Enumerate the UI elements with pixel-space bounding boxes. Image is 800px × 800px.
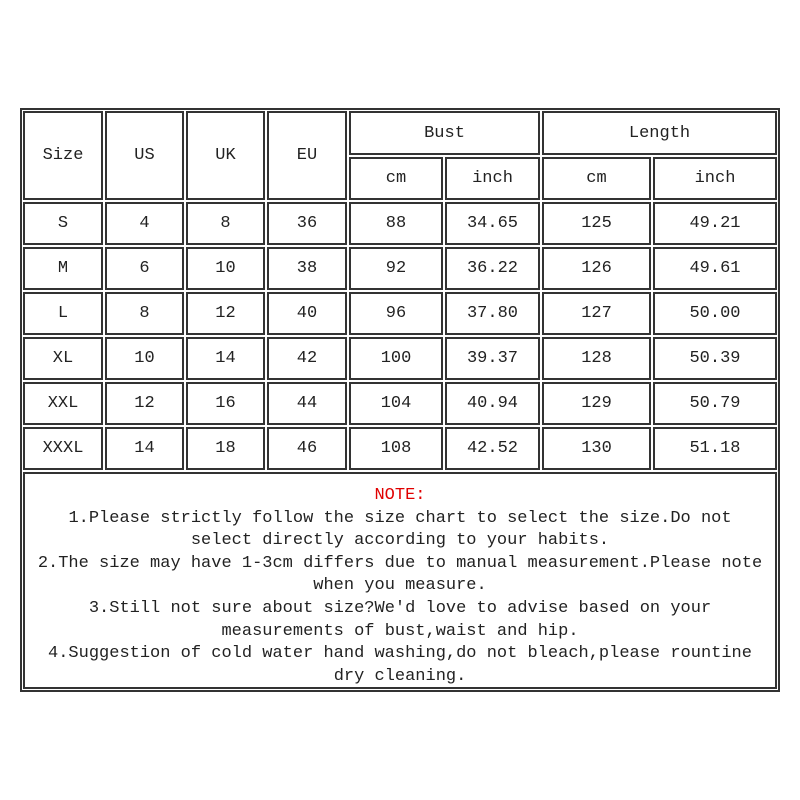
- cell-bust-inch: 37.80: [445, 292, 540, 335]
- cell-size: XL: [23, 337, 103, 380]
- cell-bust-cm: 104: [349, 382, 443, 425]
- cell-size: S: [23, 202, 103, 245]
- cell-bust-cm: 108: [349, 427, 443, 470]
- header-bust-cm: cm: [349, 157, 443, 200]
- cell-length-cm: 128: [542, 337, 651, 380]
- cell-bust-cm: 100: [349, 337, 443, 380]
- cell-length-cm: 127: [542, 292, 651, 335]
- cell-bust-cm: 92: [349, 247, 443, 290]
- cell-length-cm: 125: [542, 202, 651, 245]
- cell-length-inch: 50.79: [653, 382, 777, 425]
- cell-bust-inch: 42.52: [445, 427, 540, 470]
- header-bust-inch: inch: [445, 157, 540, 200]
- cell-us: 14: [105, 427, 184, 470]
- header-us: US: [105, 111, 184, 200]
- header-length-inch: inch: [653, 157, 777, 200]
- cell-us: 12: [105, 382, 184, 425]
- note-box: [23, 472, 777, 689]
- header-length-cm: cm: [542, 157, 651, 200]
- cell-size: M: [23, 247, 103, 290]
- note-title: NOTE:: [374, 486, 426, 505]
- cell-bust-cm: 96: [349, 292, 443, 335]
- cell-length-inch: 50.39: [653, 337, 777, 380]
- cell-eu: 44: [267, 382, 347, 425]
- cell-bust-inch: 34.65: [445, 202, 540, 245]
- cell-uk: 16: [186, 382, 265, 425]
- cell-uk: 8: [186, 202, 265, 245]
- cell-bust-inch: 39.37: [445, 337, 540, 380]
- cell-size: XXL: [23, 382, 103, 425]
- cell-length-inch: 49.21: [653, 202, 777, 245]
- cell-length-inch: 49.61: [653, 247, 777, 290]
- cell-eu: 40: [267, 292, 347, 335]
- cell-us: 8: [105, 292, 184, 335]
- cell-uk: 14: [186, 337, 265, 380]
- header-uk: UK: [186, 111, 265, 200]
- header-bust: Bust: [349, 111, 540, 155]
- cell-bust-inch: 40.94: [445, 382, 540, 425]
- note-line: 2.The size may have 1-3cm differs due to manual measurement.Please note when you measure.: [37, 553, 763, 596]
- cell-eu: 38: [267, 247, 347, 290]
- cell-eu: 36: [267, 202, 347, 245]
- cell-length-inch: 51.18: [653, 427, 777, 470]
- cell-uk: 18: [186, 427, 265, 470]
- cell-us: 10: [105, 337, 184, 380]
- cell-size: L: [23, 292, 103, 335]
- header-eu: EU: [267, 111, 347, 200]
- cell-length-inch: 50.00: [653, 292, 777, 335]
- cell-us: 4: [105, 202, 184, 245]
- cell-length-cm: 129: [542, 382, 651, 425]
- cell-length-cm: 126: [542, 247, 651, 290]
- cell-eu: 46: [267, 427, 347, 470]
- header-size: Size: [23, 111, 103, 200]
- cell-uk: 10: [186, 247, 265, 290]
- cell-bust-cm: 88: [349, 202, 443, 245]
- cell-eu: 42: [267, 337, 347, 380]
- cell-uk: 12: [186, 292, 265, 335]
- header-length: Length: [542, 111, 777, 155]
- note-line: 1.Please strictly follow the size chart to select the size.Do not select directly according to your habits.: [68, 508, 732, 551]
- note-line: 3.Still not sure about size?We'd love to advise based on your measurements of bust,waist and hip.: [88, 598, 712, 641]
- cell-length-cm: 130: [542, 427, 651, 470]
- cell-bust-inch: 36.22: [445, 247, 540, 290]
- cell-size: XXXL: [23, 427, 103, 470]
- cell-us: 6: [105, 247, 184, 290]
- note-line: 4.Suggestion of cold water hand washing,do not bleach,please rountine dry cleaning.: [48, 644, 752, 686]
